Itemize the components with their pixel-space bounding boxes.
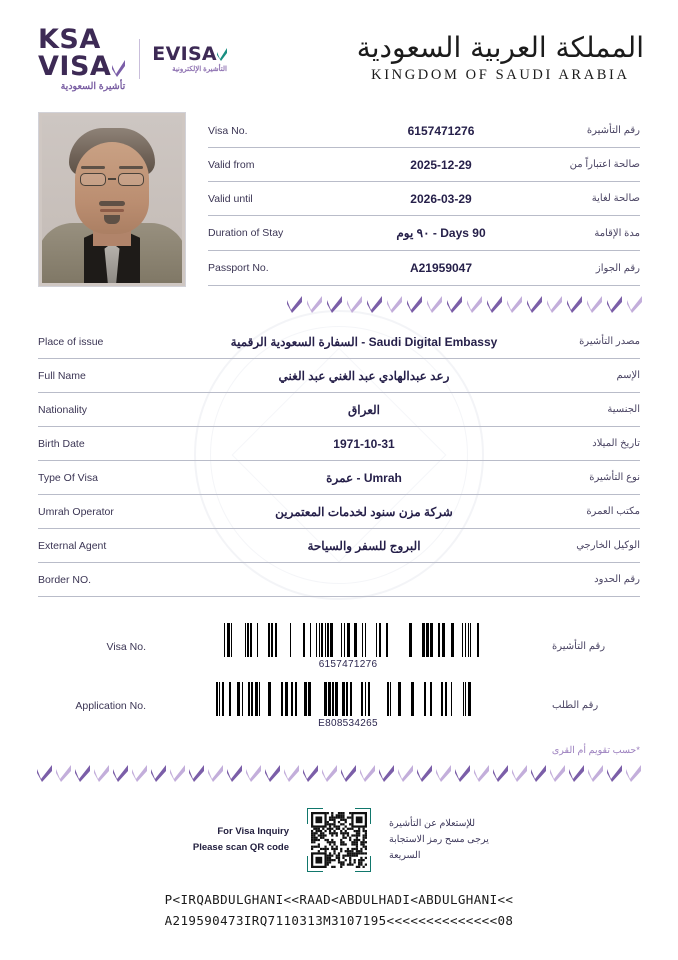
barcode-label-en: Visa No. [106,640,146,653]
evisa-logo-text: EVISA [152,42,217,65]
check-mark-icon [567,296,582,313]
row-label-ar: صالحة لغاية [591,193,640,204]
check-mark-icon [512,765,527,782]
check-mark-icon [360,765,375,782]
ksa-logo-arabic: تأشيرة السعودية [60,81,126,92]
check-mark-icon [189,765,204,782]
qr-text-en-line2: Please scan QR code [192,842,289,853]
check-mark-icon [436,765,451,782]
check-mark-icon [284,765,299,782]
row-label-ar: مكتب العمرة [586,506,640,517]
check-mark-icon [547,296,562,313]
barcode-row-visa [38,623,640,670]
check-mark-icon [379,765,394,782]
visa-details-table [208,112,640,286]
check-mark-icon [474,765,489,782]
table-row [208,182,640,216]
row-label-ar: رقم التأشيرة [586,125,640,136]
check-mark-icon [113,765,128,782]
brand-logos [38,26,227,92]
table-row [38,393,640,427]
check-mark-icon [627,296,642,313]
decorative-tick-band-bottom [0,760,678,786]
check-mark-icon [455,765,470,782]
barcode-application [166,682,530,729]
ksa-visa-logo [38,26,125,92]
table-row [38,495,640,529]
table-row [208,114,640,148]
check-mark-icon [341,765,356,782]
check-mark-icon [447,296,462,313]
table-row [38,461,640,495]
barcode-section [0,609,678,729]
check-mark-icon [347,296,362,313]
check-mark-icon [208,765,223,782]
check-mark-icon [550,765,565,782]
check-mark-icon [587,296,602,313]
check-mark-icon [607,765,622,782]
table-row [208,251,640,286]
evisa-logo-arabic: التأشيرة الإلكترونية [172,65,227,73]
document-header [0,0,678,112]
check-mark-icon [588,765,603,782]
check-mark-icon [467,296,482,313]
hijri-calendar-note: *حسب تقويم أم القرى [551,745,640,756]
barcode-number: 6157471276 [318,659,378,670]
check-mark-icon [569,765,584,782]
table-row [38,359,640,393]
check-mark-icon [507,296,522,313]
check-mark-icon [307,296,322,313]
table-row [38,325,640,359]
row-label-en: Umrah Operator [38,505,114,518]
barcode-label-ar: رقم التأشيرة [552,641,606,652]
check-mark-icon [493,765,508,782]
logo-divider [139,39,140,79]
mrz-line-1: P<IRQABDULGHANI<<RAAD<ABDULHADI<ABDULGHANI<< [164,892,514,907]
barcode-visa [166,623,530,670]
machine-readable-zone [0,890,678,931]
check-mark-icon [94,765,109,782]
row-label-ar: رقم الحدود [594,574,640,585]
check-mark-icon [265,765,280,782]
row-label-ar: صالحة اعتباراً من [569,159,640,170]
table-row [38,529,640,563]
check-mark-icon [112,55,125,72]
barcode-row-application [38,682,640,729]
check-mark-icon [132,765,147,782]
photo-image [42,116,182,283]
check-mark-icon [531,765,546,782]
check-mark-icon [170,765,185,782]
row-label-ar: مصدر التأشيرة [579,336,640,347]
identity-section [0,112,678,287]
kingdom-title-english: KINGDOM OF SAUDI ARABIA [371,67,630,83]
check-mark-icon [626,765,641,782]
table-row [38,563,640,597]
row-label-en: Border NO. [38,573,92,586]
row-value: شركة مزن سنود لخدمات المعتمرين [275,504,453,519]
row-label-ar: الجنسية [607,404,640,415]
check-mark-icon [287,296,302,313]
row-label-en: Duration of Stay [208,227,284,239]
check-mark-icon [37,765,52,782]
check-mark-icon [56,765,71,782]
row-label-ar: الوكيل الخارجي [576,540,640,551]
row-label-en: Birth Date [38,437,85,450]
check-mark-icon [417,765,432,782]
evisa-logo [152,42,227,73]
ksa-logo-line2 [38,53,125,80]
row-value: 6157471276 [407,123,475,138]
ksa-logo-line1: KSA [38,24,101,55]
table-row [208,148,640,182]
qr-inquiry-block [0,808,678,872]
row-value: Saudi Digital Embassy - السفارة السعودية الرقمية [230,334,498,349]
row-value: رعد عبدالهادي عبد الغني عبد الغني [278,368,450,383]
table-row [38,427,640,461]
row-value: 2026-03-29 [410,191,472,206]
row-label-en: Type Of Visa [38,471,98,484]
check-mark-icon [327,296,342,313]
row-label-en: Place of issue [38,335,104,348]
check-mark-icon [303,765,318,782]
check-mark-icon [407,296,422,313]
barcode-number: E808534265 [318,718,378,729]
barcode-label-ar: رقم الطلب [552,700,599,711]
row-label-ar: رقم الجواز [595,262,640,274]
table-row [208,216,640,251]
row-value: البروج للسفر والسياحة [307,538,421,553]
qr-text-arabic [389,816,509,864]
row-value: 2025-12-29 [410,157,472,172]
check-mark-icon [398,765,413,782]
check-mark-icon [217,48,227,61]
row-value: A21959047 [409,261,473,275]
row-label-en: Valid from [208,158,255,171]
barcode-image [216,682,481,716]
check-mark-icon [607,296,622,313]
check-mark-icon [387,296,402,313]
applicant-details-table [0,325,678,597]
check-mark-icon [227,765,242,782]
barcode-image [216,623,481,657]
row-value: Umrah - عمرة [326,470,402,485]
row-label-en: Passport No. [208,262,269,274]
check-mark-icon [151,765,166,782]
row-label-en: Nationality [38,403,88,416]
check-mark-icon [427,296,442,313]
kingdom-title-arabic: المملكة العربية السعودية [356,31,644,64]
check-mark-icon [487,296,502,313]
check-mark-icon [527,296,542,313]
barcode-label-en: Application No. [75,699,146,712]
row-value: 1971-10-31 [333,436,395,451]
row-label-ar: مدة الإقامة [594,227,640,239]
row-value: 90 Days - ٩٠ يوم [396,226,486,240]
qr-text-ar-line1: للإستعلام عن التأشيرة [389,817,476,829]
qr-text-ar-line2: يرجى مسح رمز الاستجابة السريعة [389,833,489,862]
qr-text-english [169,824,289,855]
check-mark-icon [246,765,261,782]
row-label-en: Valid until [208,192,253,205]
kingdom-emblem [357,26,644,84]
row-label-en: External Agent [38,539,107,552]
check-mark-icon [322,765,337,782]
row-label-ar: تاريخ الميلاد [592,438,640,449]
row-value: العراق [347,402,381,417]
decorative-tick-band-top [0,291,678,317]
row-label-ar: نوع التأشيرة [589,472,640,483]
row-label-en: Visa No. [208,124,248,137]
applicant-photo [38,112,186,287]
check-mark-icon [367,296,382,313]
qr-code-icon[interactable] [307,808,371,872]
row-label-en: Full Name [38,369,86,382]
row-label-ar: الإسم [616,370,640,381]
mrz-line-2: A219590473IRQ7110313M3107195<<<<<<<<<<<<<<08 [164,912,514,928]
qr-text-en-line1: For Visa Inquiry [217,826,289,838]
ksa-logo-line2-text: VISA [38,51,112,82]
check-mark-icon [75,765,90,782]
